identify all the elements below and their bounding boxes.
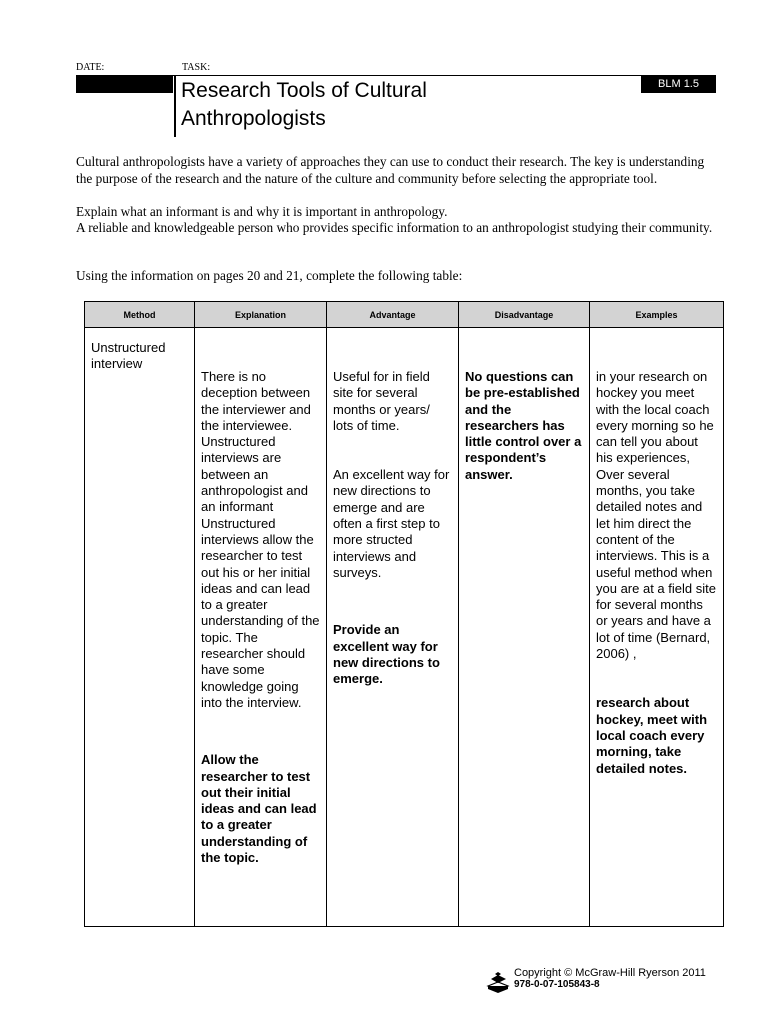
examples-text: in your research on hockey you meet with the local coach every morning so he can tell you about his experiences, Over several months, you take detailed notes and let him direct the content of the interviews. This is a useful method when you are at a field site for several months or years and have a lot of time (Bernard, 2006) , xyxy=(596,369,716,662)
disadvantage-summary: No questions can be pre-established and the researchers has little control over a respondent’s answer. xyxy=(465,369,582,482)
header-black-bar xyxy=(76,76,173,93)
advantage-cell xyxy=(327,328,459,927)
intro-paragraph: Cultural anthropologists have a variety of approaches they can use to conduct their research. The key is understanding the purpose of the research and the nature of the culture and community before selecting the appropriate tool. xyxy=(76,154,705,186)
table-header-row xyxy=(85,302,724,328)
task-label: TASK: xyxy=(182,62,211,73)
instruction-text: Using the information on pages 20 and 21, complete the following table: xyxy=(76,268,463,283)
advantage-summary: Provide an excellent way for new directions to emerge. xyxy=(333,622,440,687)
isbn-text: 978-0-07-105843-8 xyxy=(514,979,600,990)
explanation-summary: Allow the researcher to test out their initial ideas and can lead to a greater understanding of the topic. xyxy=(201,752,317,866)
research-tools-table xyxy=(84,301,724,927)
header-method: Method xyxy=(85,302,195,328)
title-divider xyxy=(174,76,176,137)
footer xyxy=(514,967,706,991)
disadvantage-cell xyxy=(459,328,590,927)
advantage-text-1: Useful for in field site for several months or years/ lots of time. xyxy=(333,369,430,433)
explanation-text: There is no deception between the interviewer and the interviewee. Unstructured interviews are between an anthropologist and an informant Unstructured interviews allow the researcher to test out his or her initial ideas and can lead to a greater understanding of the topic. The researcher should have some knowledge going into the interview. xyxy=(201,369,320,710)
explanation-cell xyxy=(195,328,327,927)
copyright-text: Copyright © McGraw-Hill Ryerson 2011 xyxy=(514,967,706,979)
method-text: Unstructured interview xyxy=(91,340,166,372)
question-text: Explain what an informant is and why it is important in anthropology. xyxy=(76,204,448,219)
advantage-text-2: An excellent way for new directions to emerge and are often a first step to more structed interviews and surveys. xyxy=(333,467,450,580)
header-advantage: Advantage xyxy=(327,302,459,328)
header-examples: Examples xyxy=(590,302,724,328)
title-line-1: Research Tools of Cultural xyxy=(181,79,427,102)
header-explanation: Explanation xyxy=(195,302,327,328)
method-cell xyxy=(85,328,195,927)
answer-text: A reliable and knowledgeable person who provides specific information to an anthropologist studying their community. xyxy=(76,220,713,235)
examples-summary: research about hockey, meet with local coach every morning, take detailed notes. xyxy=(596,695,708,776)
page-title xyxy=(181,77,541,133)
blm-badge: BLM 1.5 xyxy=(641,76,716,93)
date-label: DATE: xyxy=(76,62,105,73)
examples-cell xyxy=(590,328,724,927)
header-disadvantage: Disadvantage xyxy=(459,302,590,328)
title-line-2: Anthropologists xyxy=(181,107,326,130)
book-stack-icon xyxy=(486,970,510,994)
table-row xyxy=(85,328,724,927)
